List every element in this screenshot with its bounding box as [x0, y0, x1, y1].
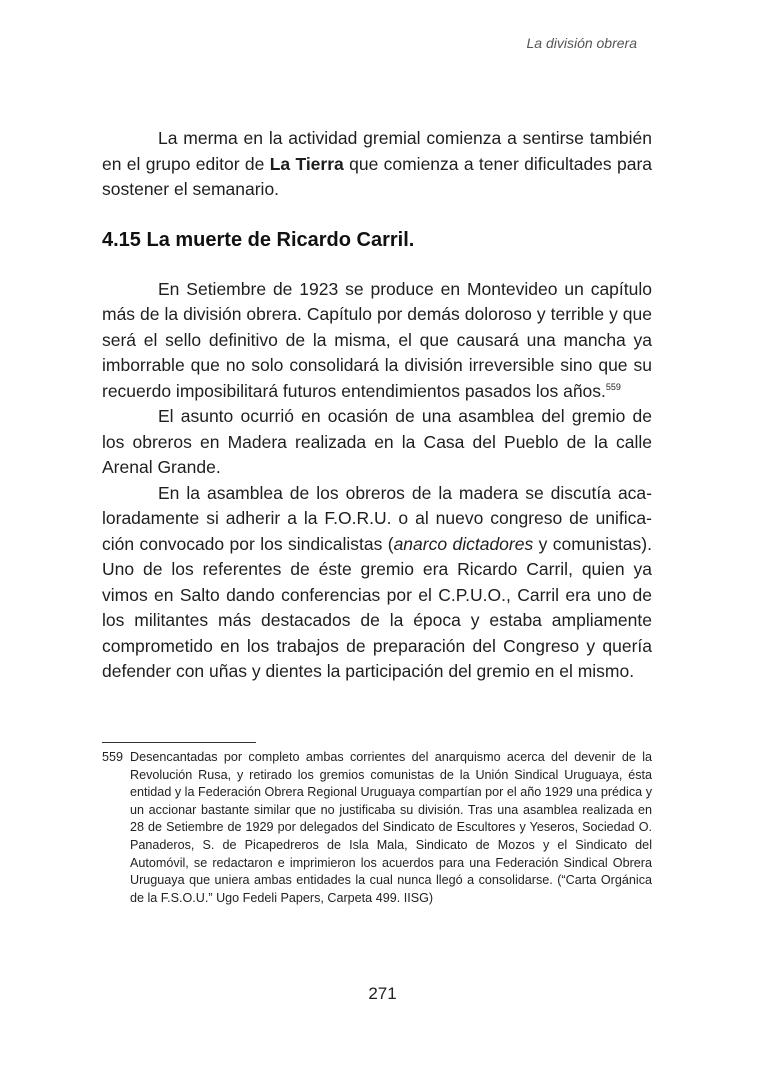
running-head: La división obrera [526, 35, 637, 51]
paragraph-1-text: En Setiembre de 1923 se produce en Montevideo un capítulo más de la división obrera. Capítulo por demás doloroso y terrible y que será el sello definitivo de la misma, el que causará una mancha ya imborrable que no solo consolidará la división irreversible sino que su recuerdo imposibilitará futuros entendimientos pasados los años. [102, 278, 652, 401]
intro-text-after: que comienza a tener dificultades para sostener el semanario. [102, 153, 653, 199]
italic-phrase: anarco dictadores [393, 533, 534, 554]
footnote-divider [102, 742, 256, 743]
paragraph-3-text-after: y comunistas). Uno de los referentes de éste gremio era Ricardo Carril, quien ya vimos en Salto dando conferencias por el C.P.U.O., Carril era uno de los militantes más destacados de la época y estaba ampliamente comprometido en los trabajos de preparación del Congreso y quería defender con uñas y dientes la participación del gremio en el mismo. [102, 533, 652, 681]
paragraph-3 [102, 481, 652, 685]
footnote [102, 749, 652, 907]
section-heading: 4.15 La muerte de Ricardo Carril. [102, 228, 415, 251]
footnote-reference[interactable]: 559 [605, 381, 621, 392]
intro-paragraph [102, 126, 652, 203]
paragraph-3-text-before: En la asamblea de los obreros de la madera se discutía acaloradamente si adherir a la F.O.R.U. o al nuevo congreso de unificación convocado por los sindicalistas ( [102, 482, 652, 554]
paragraph-2: El asunto ocurrió en ocasión de una asamblea del gremio de los obreros en Madera realizada en la Casa del Pueblo de la calle Arenal Grande. [102, 406, 652, 477]
paragraph-1 [102, 277, 652, 405]
intro-text-before: La merma en la actividad gremial comienza a sentirse también en el grupo editor de [102, 128, 652, 174]
newspaper-title: La Tierra [269, 153, 344, 174]
main-text [102, 126, 652, 685]
page-number: 271 [368, 984, 397, 1003]
footnote-number: 559 [102, 750, 124, 764]
footnote-text: Desencantadas por completo ambas corrientes del anarquismo acerca del devenir de la Revolución Rusa, y retirado los gremios comunistas de la Unión Sindical Uruguaya, ésta entidad y la Federación Obrera Regional Uruguaya compartían por el año 1929 una prédica y un accionar bastante similar que no justificaba su división. Tras una asamblea realizada en 28 de Setiembre de 1929 por delegados del Sindicato de Escultores y Yeseros, Sociedad O. Panaderos, S. de Picapedreros de Isla Mala, Sindicato de Mozos y el Sindicato del Automóvil, se redactaron e imprimieron los acuerdos para una Federación Sindical Obrera Uruguaya que uniera ambas entidades la cual nunca llegó a consolidarse. (“Carta Orgánica de la F.S.O.U.” Ugo Fedeli Papers, Carpeta 499. IISG) [130, 750, 652, 905]
